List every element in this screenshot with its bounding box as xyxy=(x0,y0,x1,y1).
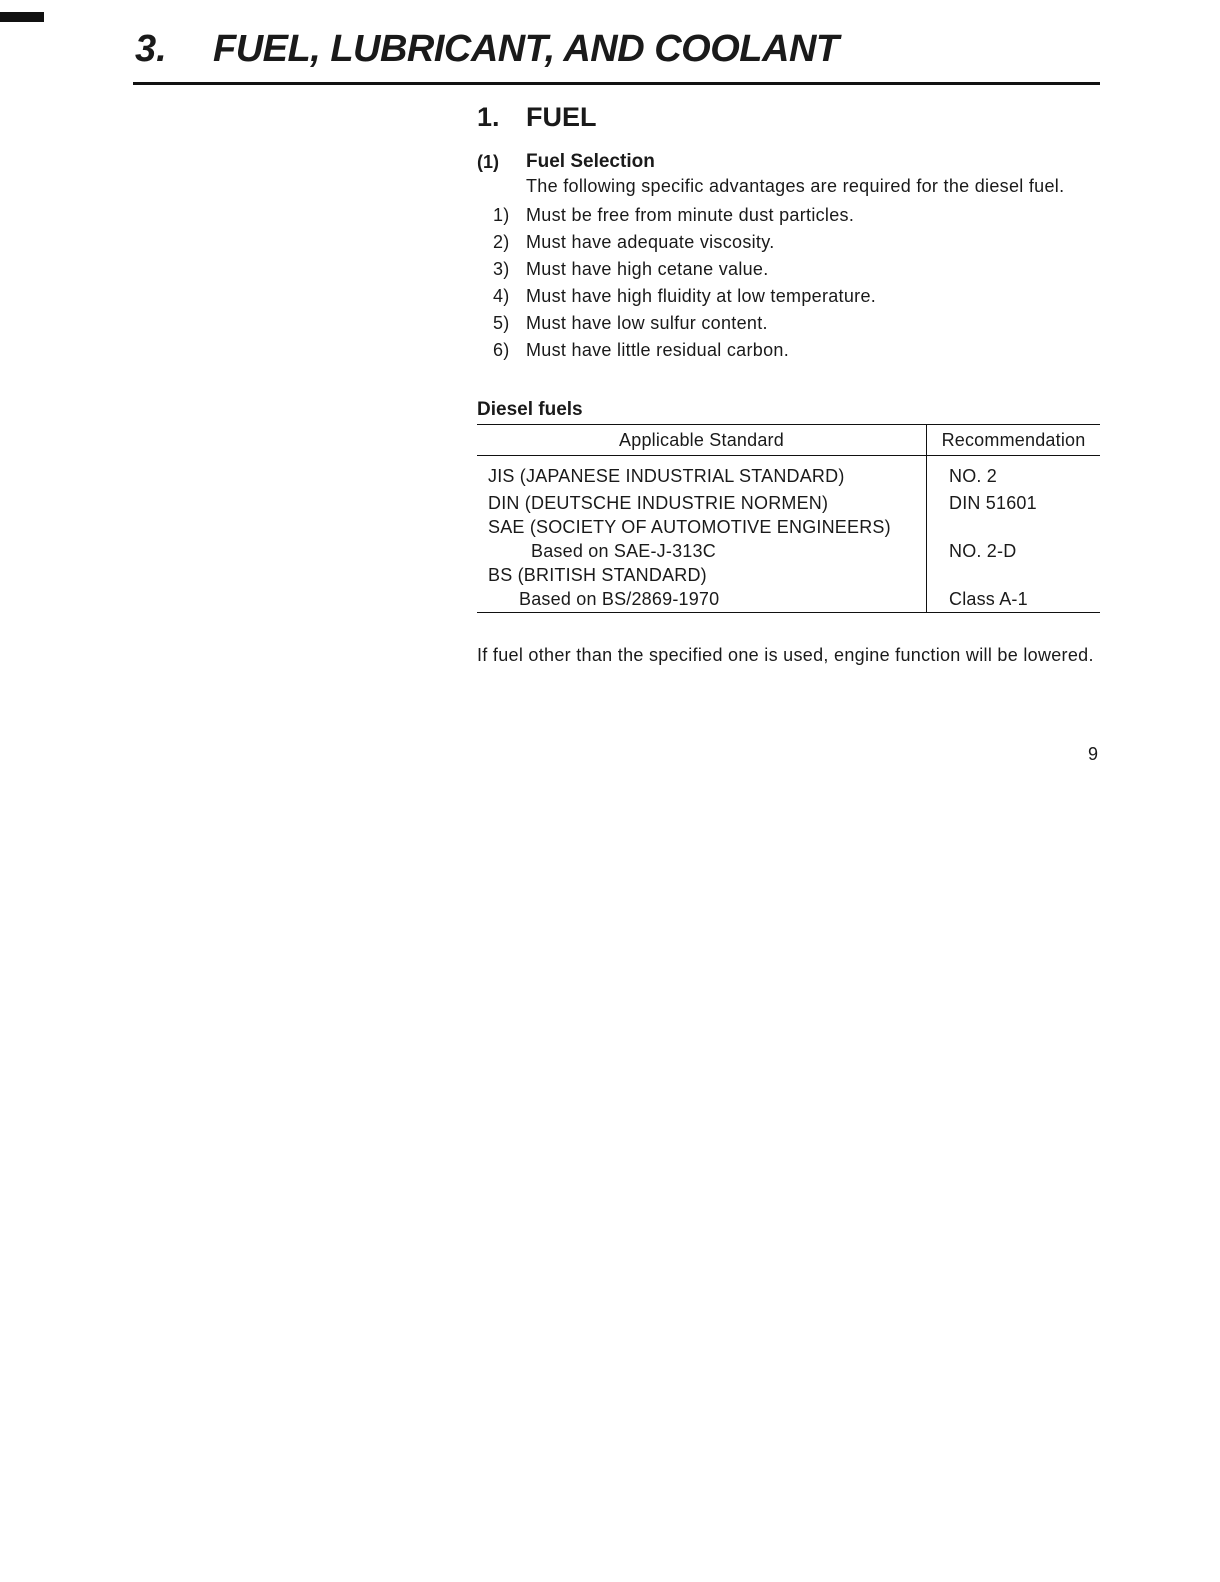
table-row xyxy=(477,456,1100,489)
list-marker: 2) xyxy=(493,232,510,252)
standard-cell xyxy=(477,515,927,563)
list-item xyxy=(477,256,1100,283)
section-number: 1. xyxy=(477,102,500,132)
list-item xyxy=(477,283,1100,310)
chapter-header xyxy=(133,26,1100,85)
standard-basis: Based on SAE-J-313C xyxy=(531,541,716,561)
requirements-list xyxy=(477,202,1100,364)
list-item-text: Must have low sulfur content. xyxy=(526,313,768,333)
standard-name: BS (BRITISH STANDARD) xyxy=(488,565,707,585)
table-header-row xyxy=(477,425,1100,456)
page-edge-mark xyxy=(0,12,44,22)
diesel-fuels-table xyxy=(477,424,1100,613)
table-row xyxy=(477,515,1100,563)
list-item xyxy=(477,337,1100,364)
column-header-recommendation: Recommendation xyxy=(927,425,1101,456)
recommendation-cell: DIN 51601 xyxy=(949,493,1037,513)
list-item xyxy=(477,310,1100,337)
recommendation-cell: Class A-1 xyxy=(927,563,1101,613)
list-item xyxy=(477,202,1100,229)
chapter-title: FUEL, LUBRICANT, AND COOLANT xyxy=(213,28,839,70)
section-heading xyxy=(477,100,1100,140)
list-marker: 1) xyxy=(493,205,510,225)
list-marker: 4) xyxy=(493,286,510,306)
subsection-intro: The following specific advantages are required for the diesel fuel. xyxy=(526,176,1065,196)
list-item-text: Must have high fluidity at low temperature. xyxy=(526,286,877,306)
subsection-number: (1) xyxy=(477,152,499,172)
recommendation-cell: NO. 2-D xyxy=(949,541,1017,561)
list-item-text: Must have adequate viscosity. xyxy=(526,232,775,252)
column-header-standard: Applicable Standard xyxy=(477,425,927,456)
list-marker: 3) xyxy=(493,259,510,279)
list-marker: 6) xyxy=(493,340,510,360)
standard-name: SAE (SOCIETY OF AUTOMOTIVE ENGINEERS) xyxy=(488,517,891,537)
list-item-text: Must have little residual carbon. xyxy=(526,340,790,360)
subsection-title: Fuel Selection xyxy=(526,151,655,172)
recommendation-cell: NO. 2 xyxy=(949,466,998,486)
table-caption: Diesel fuels xyxy=(477,399,583,420)
section-title: FUEL xyxy=(526,102,597,132)
standard-cell xyxy=(477,563,927,613)
chapter-number: 3. xyxy=(135,28,167,70)
table-row xyxy=(477,563,1100,613)
list-item xyxy=(477,229,1100,256)
list-marker: 5) xyxy=(493,313,510,333)
fuel-note: If fuel other than the specified one is used, engine function will be lowered. xyxy=(477,645,1094,665)
page-number: 9 xyxy=(1088,744,1099,764)
table-row xyxy=(477,488,1100,515)
list-item-text: Must have high cetane value. xyxy=(526,259,769,279)
list-item-text: Must be free from minute dust particles. xyxy=(526,205,855,225)
standard-basis: Based on BS/2869-1970 xyxy=(519,589,720,609)
standard-cell: DIN (DEUTSCHE INDUSTRIE NORMEN) xyxy=(477,488,927,515)
subsection-fuel-selection xyxy=(477,150,1100,198)
page-content xyxy=(477,100,1100,667)
standard-cell: JIS (JAPANESE INDUSTRIAL STANDARD) xyxy=(477,456,927,489)
